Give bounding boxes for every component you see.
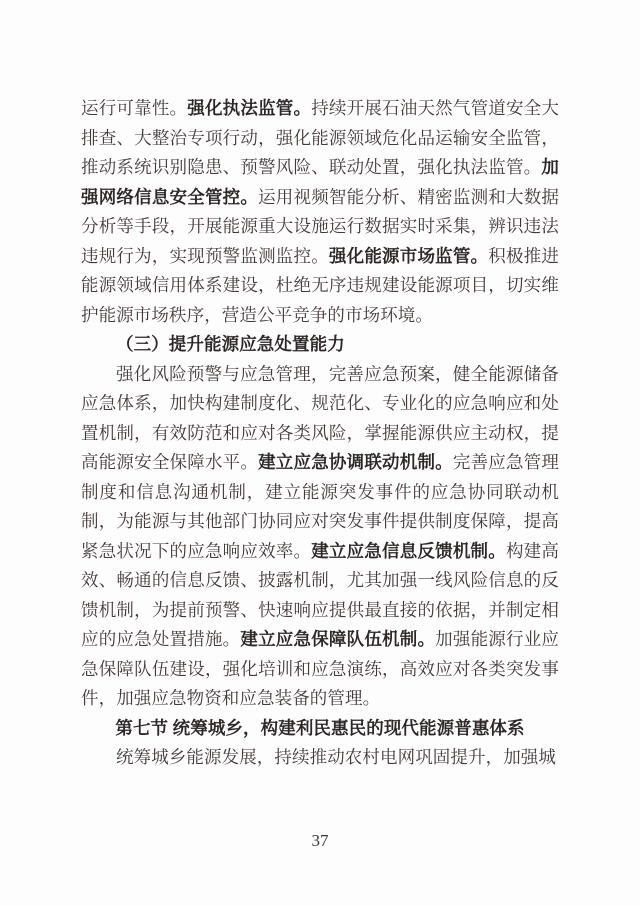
paragraph-emergency-response: 强化风险预警与应急管理，完善应急预案，健全能源储备应急体系，加快构建制度化、规范化、专业化的应急响应和处置机制，有效防范和应对各类风险，掌握能源供应主动权，提高能源安全保障水平。建立应急协调联动机制。完善应急管理制度和信息沟通机制，建立能源突发事件的应急协同联动机制，为能源与其他部门协同应对突发事件提供制度保障，提高紧急状况下的应急响应效率。建立应急信息反馈机制。构建高效、畅通的信息反馈、披露机制，尤其加强一线风险信息的反馈机制，为提前预警、快速响应提供最直接的依据，并制定相应的应急处置措施。建立应急保障队伍机制。加强能源行业应急保障队伍建设，强化培训和应急演练，高效应对各类突发事件，加强应急物资和应急装备的管理。 (81, 363, 559, 708)
paragraph-market-supervision: 运行可靠性。强化执法监管。持续开展石油天然气管道安全大排查、大整治专项行动，强化能源领域危化品运输安全监管，推动系统识别隐患、预警风险、联动处置，强化执法监管。加强网络信息安全管控。运用视频智能分析、精密监测和大数据分析等手段，开展能源重大设施运行数据实时采集，辨识违法违规行为，实现预警监测监控。强化能源市场监管。积极推进能源领域信用体系建设，杜绝无序违规建设能源项目，切实维护能源市场秩序，营造公平竞争的市场环境。 (81, 98, 560, 325)
page-body (81, 94, 559, 773)
subsection-heading: （三）提升能源应急处置能力 (116, 334, 345, 354)
page-number: 37 (311, 831, 329, 850)
paragraph-urban-rural: 统筹城乡能源发展，持续推动农村电网巩固提升，加强城 (116, 747, 556, 767)
section-heading: 第七节 统筹城乡，构建利民惠民的现代能源普惠体系 (115, 717, 525, 738)
